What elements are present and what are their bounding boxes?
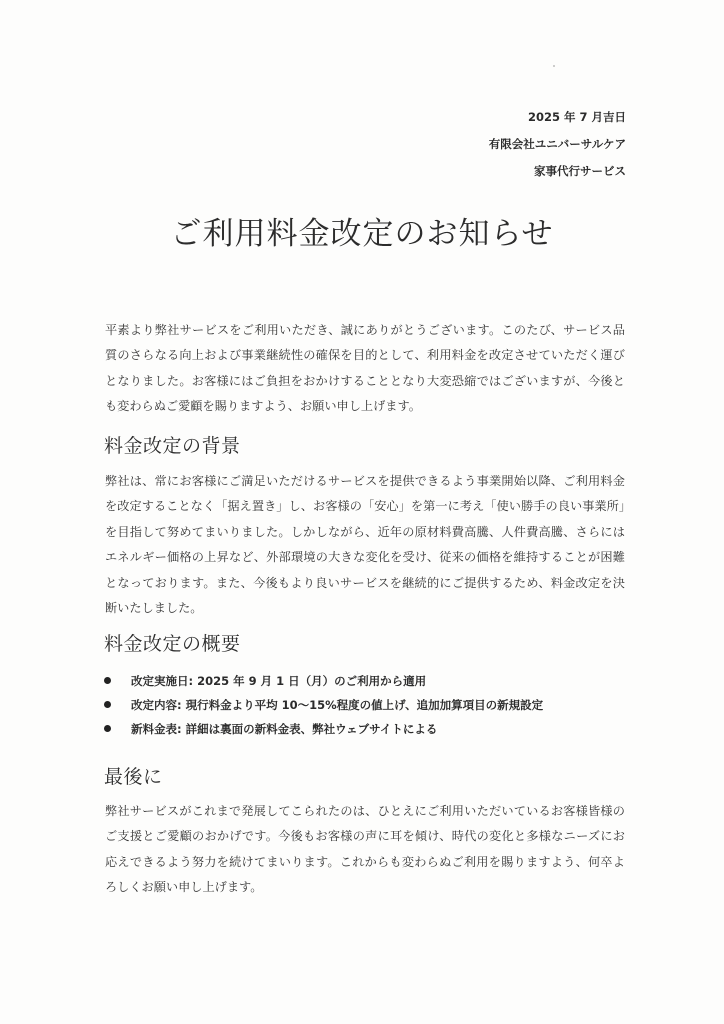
bullet-icon <box>104 701 111 708</box>
background-paragraph: 弊社は、常にお客様にご満足いただけるサービスを提供できるよう事業開始以降、ご利用料金を改定することなく「据え置き」し、お客様の「安心」を第一に考え「使い勝手の良い事業所」を目指して努めてまいりました。しかしながら、近年の原材料費高騰、人件費高騰、さらにはエネルギー価格の上昇など、外部環境の大きな変化を受け、従来の価格を維持することが困難となっております。また、今後もより良いサービスを継続的にご提供するため、料金改定を決断いたしました。 <box>105 474 625 616</box>
item-text: 詳細は裏面の新料金表、弊社ウェブサイトによる <box>185 722 438 736</box>
sender-block <box>489 104 626 185</box>
bullet-icon <box>104 725 111 732</box>
scan-speck <box>553 65 555 67</box>
document-title: ご利用料金改定のお知らせ <box>170 216 554 252</box>
list-item <box>104 717 543 741</box>
overview-list <box>104 669 543 741</box>
overview-heading: 料金改定の概要 <box>104 633 241 655</box>
list-item <box>104 669 543 693</box>
item-label: 新料金表: <box>131 722 182 736</box>
item-label: 改定内容: <box>131 698 182 712</box>
closing-paragraph: 弊社サービスがこれまで発展してこられたのは、ひとえにご利用いただいているお客様皆様のご支援とご愛顧のおかげです。今後もお客様の声に耳を傾け、時代の変化と多様なニーズにお応えできるよう努力を続けてまいります。これからも変わらぬご利用を賜りますよう、何卒よろしくお願い申し上げます。 <box>105 804 625 895</box>
intro-paragraph: 平素より弊社サービスをご利用いただき、誠にありがとうございます。このたび、サービス品質のさらなる向上および事業継続性の確保を目的として、利用料金を改定させていただく運びとなりました。お客様にはご負担をおかけすることとなり大変恐縮ではございますが、今後とも変わらぬご愛顧を賜りますよう、お願い申し上げます。 <box>105 323 625 414</box>
item-text: 現行料金より平均 10〜15%程度の値上げ、追加加算項目の新規設定 <box>185 698 544 712</box>
item-text: 2025 年 9 月 1 日（月）のご利用から適用 <box>197 674 427 688</box>
closing-heading: 最後に <box>104 766 163 788</box>
issue-date: 2025 年 7 月吉日 <box>527 110 626 124</box>
department-name: 家事代行サービス <box>534 164 626 178</box>
company-name: 有限会社ユニバーサルケア <box>488 137 626 151</box>
bullet-icon <box>104 677 111 684</box>
background-heading: 料金改定の背景 <box>104 435 241 457</box>
list-item <box>104 693 543 717</box>
item-label: 改定実施日: <box>131 674 194 688</box>
